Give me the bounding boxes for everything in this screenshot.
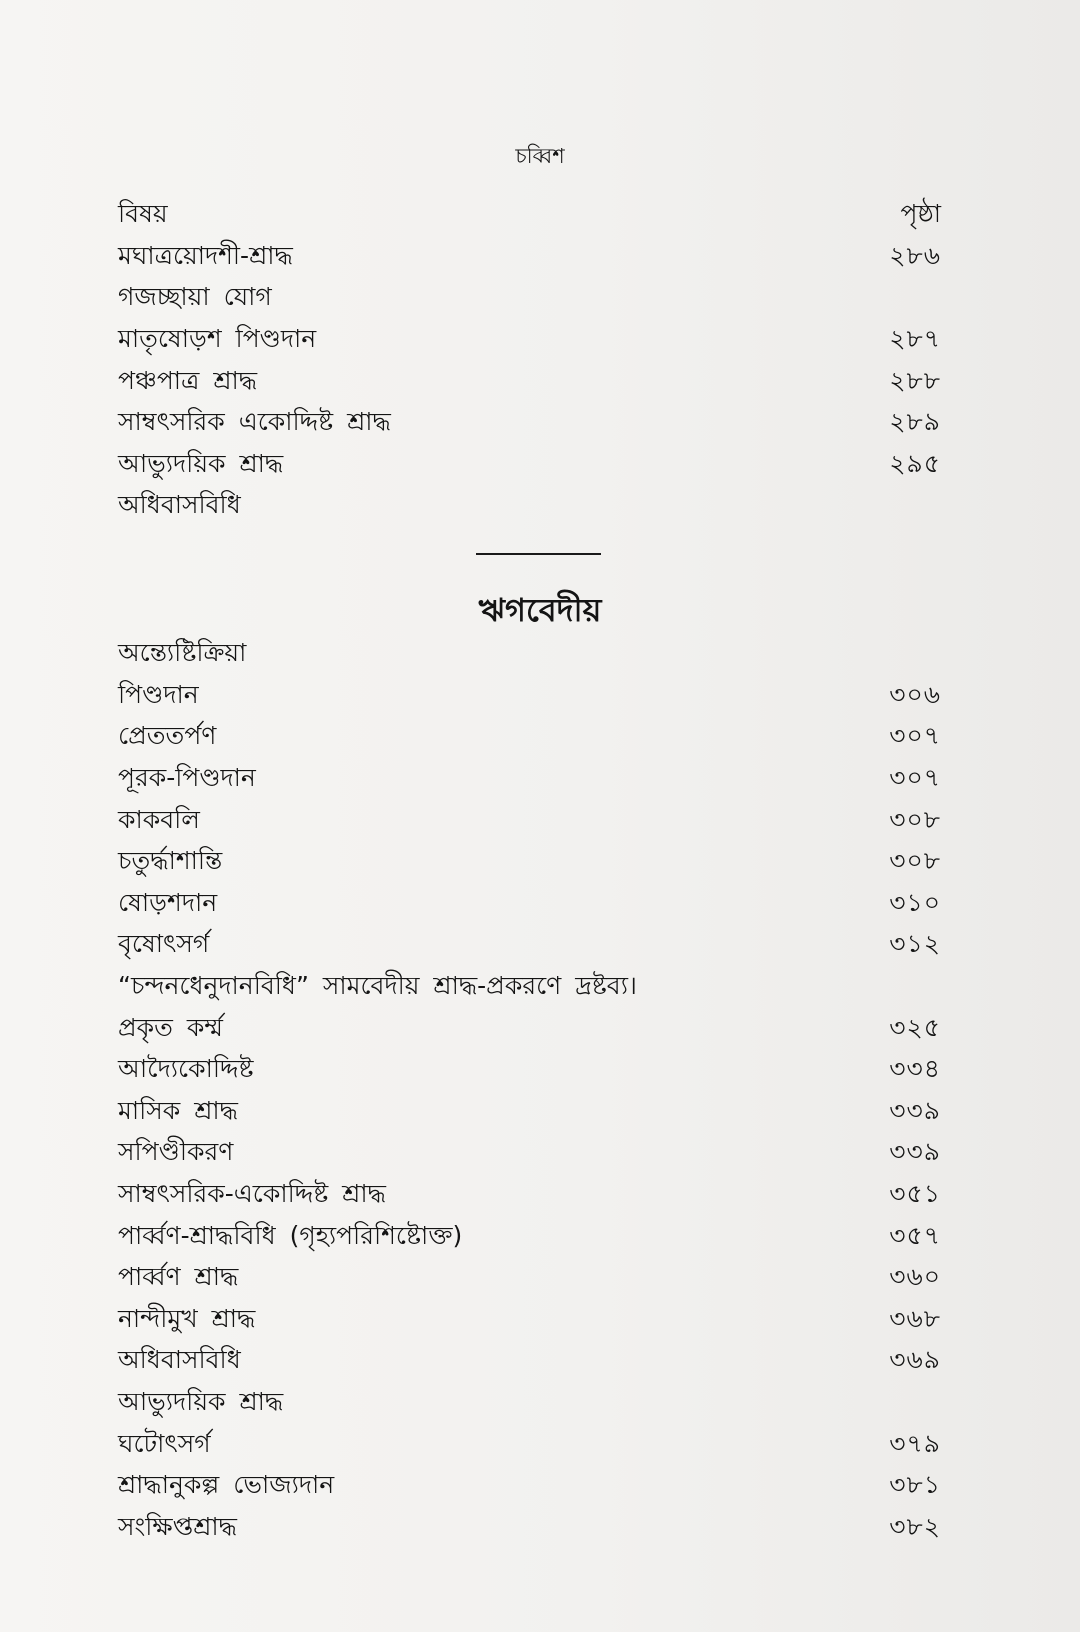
toc-entry: [118, 1507, 941, 1549]
toc-entry: [118, 1424, 941, 1466]
toc-entry-page: ২৮৯: [889, 407, 941, 437]
toc-entry-page: ৩০৭: [889, 763, 941, 793]
toc-entry-page: ৩০৭: [889, 721, 941, 751]
toc-entry-page: ৩৮২: [889, 1511, 941, 1541]
toc-entry: [118, 884, 941, 926]
toc-entry-title: চতুর্দ্ধাশান্তি: [118, 846, 223, 876]
toc-entry-page: ২৮৬: [889, 240, 941, 270]
toc-entry-title: পঞ্চপাত্র শ্রাদ্ধ: [118, 365, 258, 395]
toc-entry-title: ঘটোৎসর্গ: [118, 1428, 211, 1458]
toc-entry: [118, 967, 941, 1009]
toc-entry-title: ষোড়শদান: [118, 887, 218, 917]
toc-entry-page: ৩৩৯: [889, 1137, 941, 1167]
toc-entry-title: আভ্যুদয়িক শ্রাদ্ধ: [118, 448, 284, 478]
toc-entry-title: অধিবাসবিধি: [118, 490, 241, 520]
subject-column-header: বিষয়: [118, 199, 168, 229]
toc-entry-title: কাকবলি: [118, 804, 200, 834]
toc-entry: [118, 1175, 941, 1217]
toc-entry: [118, 361, 941, 403]
page-header: চব্বিশ: [515, 144, 565, 168]
toc-entry-title: আভ্যুদয়িক শ্রাদ্ধ: [118, 1386, 284, 1416]
toc-entry-title: পার্ব্বণ শ্রাদ্ধ: [118, 1262, 239, 1292]
toc-entry: [118, 925, 941, 967]
toc-entry: [118, 1008, 941, 1050]
toc-entry-title: নান্দীমুখ শ্রাদ্ধ: [118, 1303, 256, 1333]
toc-entry-page: ৩৬৮: [889, 1303, 941, 1333]
toc-entry-page: ৩৭৯: [889, 1428, 941, 1458]
toc-entry-page: ৩৩৪: [889, 1054, 941, 1084]
toc-entry: [118, 1466, 941, 1508]
toc-entry: [118, 1300, 941, 1342]
toc-list: [118, 634, 941, 1549]
toc-entry: [118, 1216, 941, 1258]
toc-entry-title: পিণ্ডদান: [118, 679, 199, 709]
page-column-header: পৃষ্ঠা: [900, 199, 941, 229]
toc-entry-title: গজচ্ছায়া যোগ: [118, 282, 272, 312]
toc-entry: [118, 842, 941, 884]
toc-entry-page: ৩৬০: [889, 1262, 941, 1292]
toc-entry: [118, 717, 941, 759]
toc-entry-page: ৩২৫: [889, 1012, 941, 1042]
toc-entry-title: মাতৃষোড়শ পিণ্ডদান: [118, 324, 317, 354]
toc-entry: [118, 634, 941, 676]
toc-entry-page: ২৯৫: [889, 448, 941, 478]
toc-entry: [118, 486, 941, 528]
toc-entry: [118, 1092, 941, 1134]
toc-entry: [118, 237, 941, 279]
toc-entry: [118, 403, 941, 445]
toc-entry-page: ২৮৭: [889, 324, 941, 354]
toc-entry-title: প্রকৃত কর্ম্ম: [118, 1012, 223, 1042]
toc-entry-title: “চন্দনধেনুদানবিধি” সামবেদীয় শ্রাদ্ধ-প্রকরণে দ্রষ্টব্য।: [118, 971, 637, 1001]
toc-entry-page: ৩৮১: [889, 1470, 941, 1500]
toc-entry-page: ২৮৮: [889, 365, 941, 395]
toc-entry-page: ৩৬৯: [889, 1345, 941, 1375]
toc-entry-page: ৩১২: [889, 929, 941, 959]
toc-entry-title: সংক্ষিপ্তশ্রাদ্ধ: [118, 1511, 237, 1541]
toc-entry-title: সপিণ্ডীকরণ: [118, 1137, 234, 1167]
toc-entry-page: ৩০৮: [889, 846, 941, 876]
toc-entry-title: মঘাত্রয়োদশী-শ্রাদ্ধ: [118, 240, 293, 270]
toc-entry-page: ৩১০: [889, 887, 941, 917]
toc-entry: [118, 1133, 941, 1175]
toc-entry-page: ৩০৮: [889, 804, 941, 834]
toc-entry-title: আদ্যৈকোদ্দিষ্ট: [118, 1054, 254, 1084]
toc-entry-page: ৩৩৯: [889, 1095, 941, 1125]
toc-entry-title: বৃষোৎসর্গ: [118, 929, 210, 959]
toc-entry: [118, 1383, 941, 1425]
toc-entry-title: অন্ত্যেষ্টিক্রিয়া: [118, 638, 247, 668]
toc-entry: [118, 759, 941, 801]
toc-entry: [118, 278, 941, 320]
toc-entry: [118, 800, 941, 842]
toc-entry: [118, 1050, 941, 1092]
toc-entry-page: ৩৫১: [889, 1179, 941, 1209]
toc-entry-title: মাসিক শ্রাদ্ধ: [118, 1095, 238, 1125]
column-headers: [118, 195, 941, 237]
toc-entry-page: ৩৫৭: [889, 1220, 941, 1250]
toc-entry-page: ৩০৬: [889, 679, 941, 709]
section-divider: [476, 553, 601, 555]
toc-entry: [118, 1258, 941, 1300]
toc-list: [118, 195, 941, 528]
toc-entry: [118, 445, 941, 487]
toc-entry: [118, 320, 941, 362]
toc-entry-title: পূরক-পিণ্ডদান: [118, 763, 256, 793]
toc-entry: [118, 676, 941, 718]
toc-entry-title: সাম্বৎসরিক একোদ্দিষ্ট শ্রাদ্ধ: [118, 407, 391, 437]
toc-entry-title: শ্রাদ্ধানুকল্প ভোজ্যদান: [118, 1470, 335, 1500]
toc-entry-title: সাম্বৎসরিক-একোদ্দিষ্ট শ্রাদ্ধ: [118, 1179, 386, 1209]
section-title: ঋগবেদীয়: [478, 591, 602, 629]
toc-entry-title: পার্ব্বণ-শ্রাদ্ধবিধি (গৃহ্যপরিশিষ্টোক্ত): [118, 1220, 463, 1250]
toc-entry-title: অধিবাসবিধি: [118, 1345, 241, 1375]
toc-entry: [118, 1341, 941, 1383]
toc-entry-title: প্রেততর্পণ: [118, 721, 217, 751]
